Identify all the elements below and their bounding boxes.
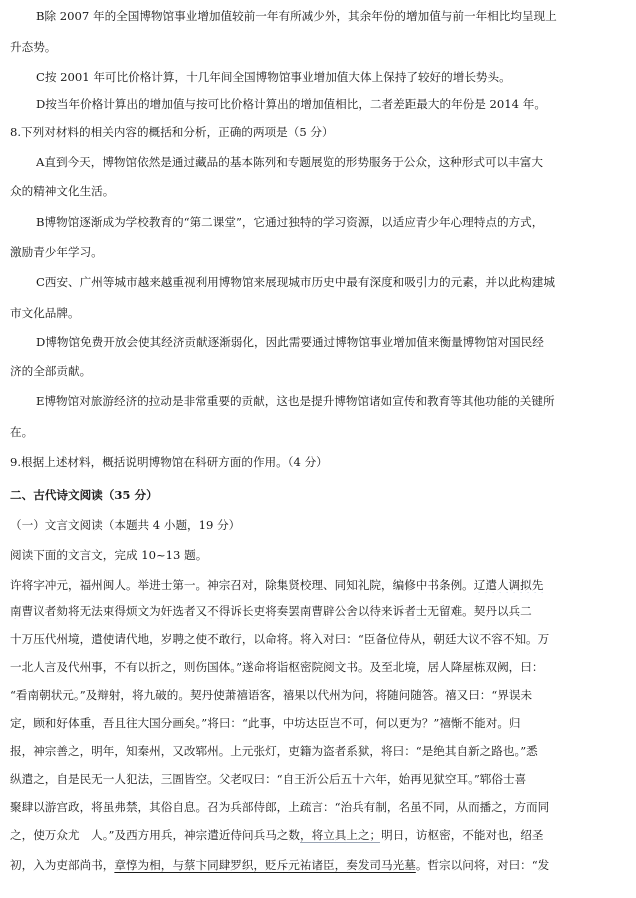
pencil-underline-mark <box>300 842 380 843</box>
text-line: “看南朝状元。”及辩射，将九破的。契丹使萧禧语客，禧果以代州为问，将随问随答。禧又曰：“界误未 <box>10 688 533 702</box>
text-line: D博物馆免费开放会使其经济贡献逐渐弱化，因此需要通过博物馆事业增加值来衡量博物馆对国民经 <box>36 335 544 349</box>
text-line: 济的全部贡献。 <box>10 364 92 378</box>
text-line: C西安、广州等城市越来越重视利用博物馆来展现城市历史中最有深度和吸引力的元素，并以此构建城 <box>36 275 555 289</box>
text-line: E博物馆对旅游经济的拉动是非常重要的贡献，这也是提升博物馆诸如宣传和教育等其他功能的关键所 <box>36 394 555 408</box>
text-segment: 许将字冲元，福州闽人。举进士第一。神宗召对，除集贤校理、同知礼院，编修中书条例。 <box>10 578 474 592</box>
text-line: C按 2001 年可比价格计算，十几年间全国博物馆事业增加值大体上保持了较好的增长势头。 <box>36 70 511 84</box>
text-line: （一）文言文阅读（本题共 4 小题，19 分） <box>10 518 241 532</box>
underlined-text: 章惇为相，与蔡卞同肆罗织，贬斥元祐诸臣，奏发司马光墓 <box>114 858 416 872</box>
text-segment: 初，入为吏部尚书， <box>10 858 115 872</box>
text-line: 聚肆以游宫政，将虽弗禁，其俗自息。召为兵部侍郎，上疏言：“治兵有制，名虽不同，从而播之，方而同 <box>10 800 550 814</box>
text-line: 升态势。 <box>10 40 57 54</box>
text-line: 在。 <box>10 425 34 439</box>
text-segment: 。哲宗以问将，对曰：“发 <box>415 858 550 872</box>
text-line: 之，使万众尤 人。”及西方用兵，神宗遣近侍问兵马之数，将立具上之；明日，访枢密，不能对也，绍圣 <box>10 828 544 842</box>
text-line <box>10 577 628 593</box>
section-heading: 二、古代诗文阅读（35 分） <box>10 488 158 502</box>
text-line: 8.下列对材料的相关内容的概括和分析，正确的两项是（5 分） <box>10 125 334 139</box>
text-line: 阅读下面的文言文，完成 10~13 题。 <box>10 548 208 562</box>
text-line: 报，神宗善之，明年，知秦州，又改郓州。上元张灯，吏籍为盗者系狱，将曰：“是绝其自新之路也。”悉 <box>10 744 538 758</box>
wavy-underlined-text: 辽遣人调拟先 <box>473 578 544 592</box>
text-line: 激励青少年学习。 <box>10 245 103 259</box>
wavy-underlined-text: 南曹议者劾将无法束得烦文为奸选者又不得诉长吏将奏罢南曹辟公舍以待来诉者士无留难 <box>10 604 463 618</box>
text-line: B除 2007 年的全国博物馆事业增加值较前一年有所减少外，其余年份的增加值与前一年相比均呈现上 <box>36 9 557 23</box>
text-segment: 。契丹以兵二 <box>462 604 532 618</box>
text-line: 9.根据上述材料，概括说明博物馆在科研方面的作用。（4 分） <box>10 455 328 469</box>
text-line: 纵遣之，自是民无一人犯法，三圄皆空。父老叹曰：“自王沂公后五十六年，始再见狱空耳。”郓俗士喜 <box>10 772 527 786</box>
text-line: 众的精神文化生活。 <box>10 184 115 198</box>
text-line: 一北人言及代州事，不有以折之，则伤国体。”遂命将诣枢密院阅文书。及至北境，居人降屋栋双阙，曰： <box>10 660 544 674</box>
text-line: 市文化品牌。 <box>10 306 80 320</box>
text-line: A直到今天，博物馆依然是通过藏品的基本陈列和专题展览的形势服务于公众，这种形式可以丰富大 <box>36 155 543 169</box>
text-line <box>10 857 628 873</box>
text-line: 定，顾和好体重，吾且往大国分画矣。”将曰：“此事，中坊达臣岂不可，何以更为？”禧惭不能对。归 <box>10 716 521 730</box>
text-line: B博物馆逐渐成为学校教育的“第二课堂”，它通过独特的学习资源，以适应青少年心理特点的方式， <box>36 215 544 229</box>
text-line: 十万压代州境，遣使请代地，岁聘之使不敢行，以命将。将入对曰：“臣备位侍从，朝廷大议不容不知。万 <box>10 632 550 646</box>
text-line: D按当年价格计算出的增加值与按可比价格计算出的增加值相比，二者差距最大的年份是 2014 年。 <box>36 97 546 111</box>
text-line <box>10 603 628 619</box>
